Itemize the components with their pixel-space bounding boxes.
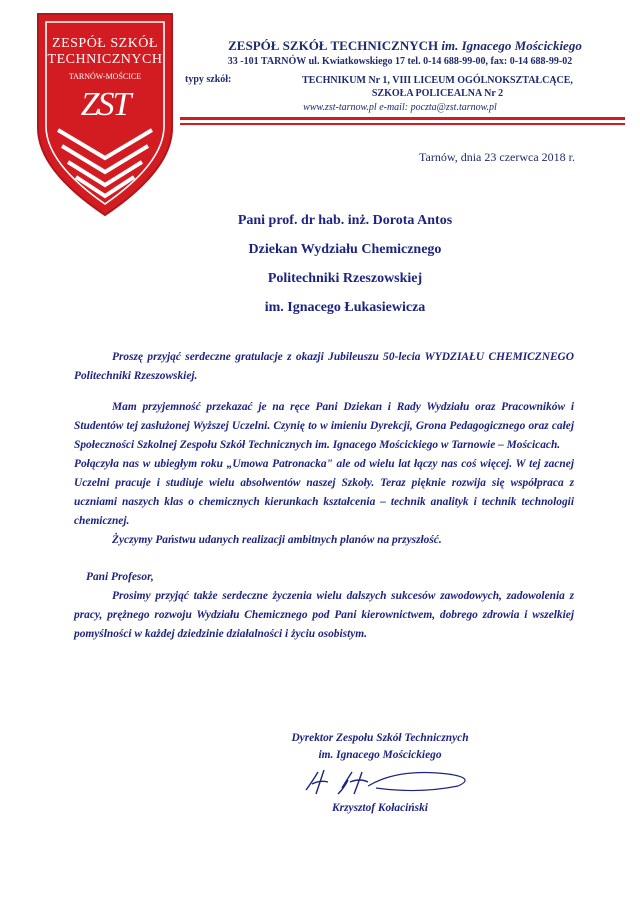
paragraph-wishes: Życzymy Państwu udanych realizacji ambitnych planów na przyszłość.: [112, 534, 442, 546]
crest-text-line3: TARNÓW-MOŚCICE: [68, 72, 142, 81]
paragraph-congratulations: Proszę przyjąć serdeczne gratulacje z okazji Jubileuszu 50-lecia WYDZIAŁU CHEMICZNEGO Politechniki Rzeszowskiej.: [74, 351, 574, 382]
crest-text-line1: ZESPÓŁ SZKÓŁ: [52, 36, 158, 51]
crest-text-line2: TECHNICZNYCH: [47, 52, 163, 67]
school-types-line2: SZKOŁA POLICEALNA Nr 2: [371, 88, 504, 99]
school-types: [275, 74, 600, 100]
letter-date: Tarnów, dnia 23 czerwca 2018 r.: [419, 150, 575, 164]
school-name: [190, 38, 620, 54]
school-address: 33 -101 TARNÓW ul. Kwiatkowskiego 17 tel. 0-14 688-99-00, fax: 0-14 688-99-02: [227, 56, 573, 67]
school-types-line1: TECHNIKUM Nr 1, VIII LICEUM OGÓLNOKSZTAŁCĄCE,: [302, 75, 573, 86]
paragraph-partnership: Połączyła nas w ubiegłym roku „Umowa Patronacka" ale od wielu lat łączy nas coś więcej. W tej zacnej Uczelni pracuje i studiuje wielu absolwentów naszej Szkoły. Teraz pięknie rozwija się współpraca z uczniami naszych klas o chemicznych kierunkach kształcenia – technik analityk i technik technologii chemicznej.: [74, 458, 574, 527]
school-web-email: www.zst-tarnow.pl e-mail: poczta@zst.tarnow.pl: [303, 102, 497, 113]
school-types-label: typy szkół:: [185, 74, 232, 85]
recipient-block: [150, 206, 540, 322]
recipient-line: Pani prof. dr hab. inż. Dorota Antos: [237, 213, 453, 228]
recipient-line: im. Ignacego Łukasiewicza: [264, 300, 426, 315]
letterhead-rule-top: [180, 117, 625, 120]
recipient-line: Politechniki Rzeszowskiej: [267, 271, 423, 286]
paragraph-handover: Mam przyjemność przekazać je na ręce Pani Dziekan i Rady Wydziału oraz Pracowników i Studentów tej zasłużonej Wyższej Uczelni. Czynię to w imieniu Dyrekcji, Grona Pedagogicznego oraz całej Społeczności Szkolnej Zespołu Szkół Technicznych im. Ignacego Mościckiego w Tarnowie – Mościcach.: [74, 401, 574, 451]
salutation: Pani Profesor,: [86, 571, 154, 583]
school-name-main: ZESPÓŁ SZKÓŁ TECHNICZNYCH: [228, 38, 442, 53]
letterhead-rule-bottom: [180, 123, 625, 125]
signatory-name: Krzysztof Kołaciński: [332, 802, 428, 814]
school-name-patron: im. Ignacego Mościckiego: [441, 38, 582, 53]
paragraph-personal-wishes: Prosimy przyjąć także serdeczne życzenia wielu dalszych sukcesów zawodowych, zadowolenia z pracy, prężnego rozwoju Wydziału Chemicznego pod Pani kierownictwem, dobrego zdrowia i wszelkiej pomyślności w każdej dziedzinie działalności i życiu osobistym.: [74, 590, 574, 640]
signatory-title-line2: im. Ignacego Mościckiego: [318, 749, 442, 761]
recipient-line: Dziekan Wydziału Chemicznego: [248, 242, 442, 257]
letter-body: [74, 348, 574, 644]
signatory-title-line1: Dyrektor Zespołu Szkół Technicznych: [291, 732, 469, 744]
handwritten-signature-icon: [298, 764, 478, 800]
signatory-title: [260, 730, 500, 764]
school-crest-logo: [30, 10, 180, 225]
crest-monogram: ZST: [80, 86, 130, 123]
